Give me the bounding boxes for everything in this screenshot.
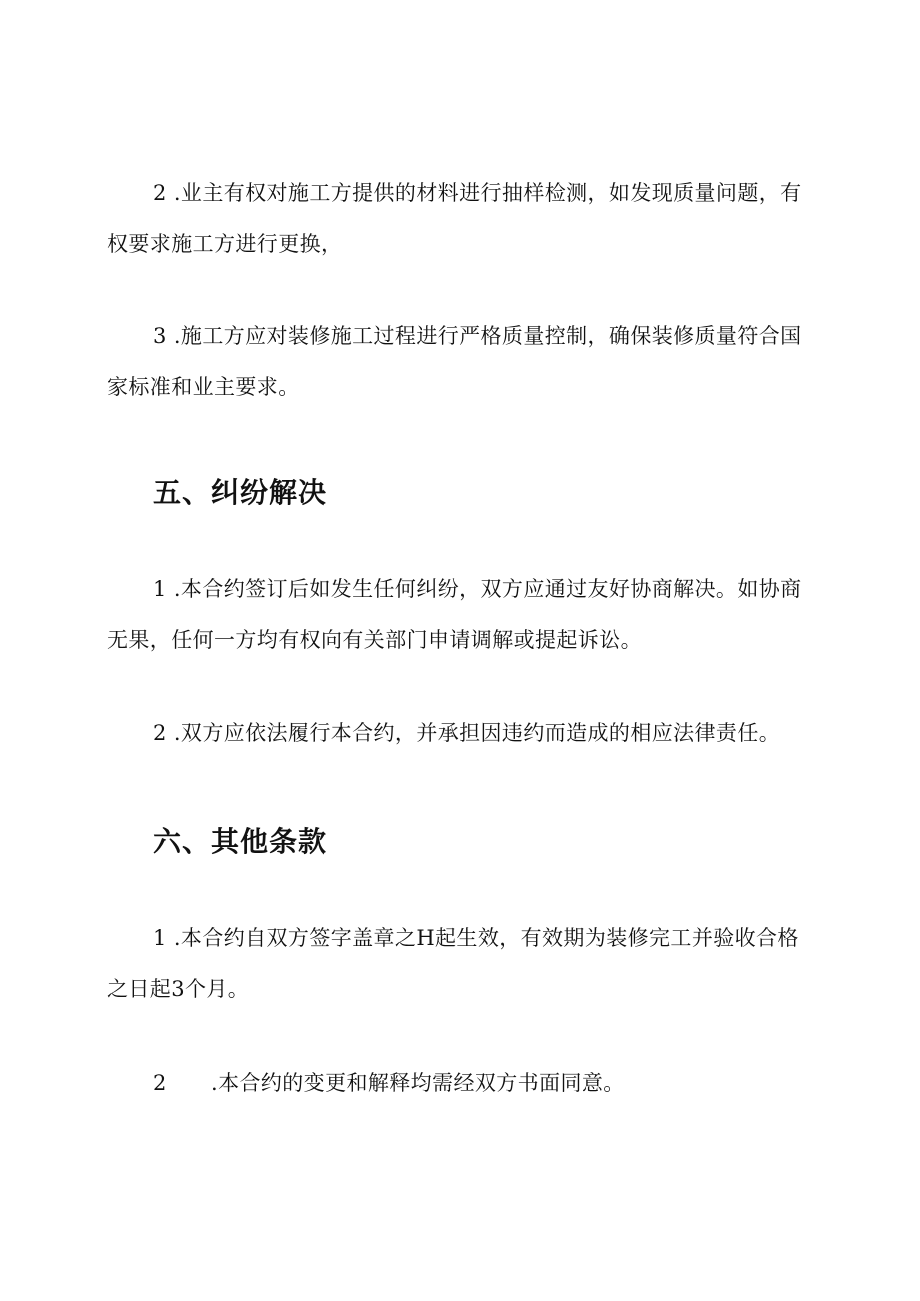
clause-text: .本合约签订后如发生任何纠纷，双方应通过友好协商解决。如协商无果，任何一方均有权向有关部门申请调解或提起诉讼。 (107, 577, 802, 652)
clause-number: 2 (153, 181, 167, 205)
clause-number: 1 (153, 926, 167, 950)
clause-text: .双方应依法履行本合约，并承担因违约而造成的相应法律责任。 (166, 721, 781, 745)
clause-number: 1 (153, 577, 167, 601)
clause-text: .本合约的变更和解释均需经双方书面同意。 (211, 1071, 625, 1095)
clause-text: .本合约自双方签字盖章之H起生效，有效期为装修完工并验收合格之日起3个月。 (107, 926, 799, 1001)
clause-text: .业主有权对施工方提供的材料进行抽样检测，如发现质量问题，有权要求施工方进行更换， (107, 181, 802, 256)
clause-5-1 (107, 564, 807, 666)
clause-6-1 (107, 913, 807, 1015)
clause-number: 2 (153, 721, 167, 745)
clause-4-3 (107, 311, 807, 413)
section-heading-disputes: 五、纠纷解决 (153, 476, 328, 509)
clause-5-2 (107, 708, 807, 759)
clause-6-2 (107, 1058, 807, 1109)
clause-text: .施工方应对装修施工过程进行严格质量控制，确保装修质量符合国家标准和业主要求。 (107, 324, 802, 399)
clause-number: 3 (153, 324, 167, 348)
section-heading-other-terms: 六、其他条款 (153, 825, 328, 858)
clause-number: 2 (153, 1071, 167, 1095)
clause-4-2 (107, 168, 807, 270)
